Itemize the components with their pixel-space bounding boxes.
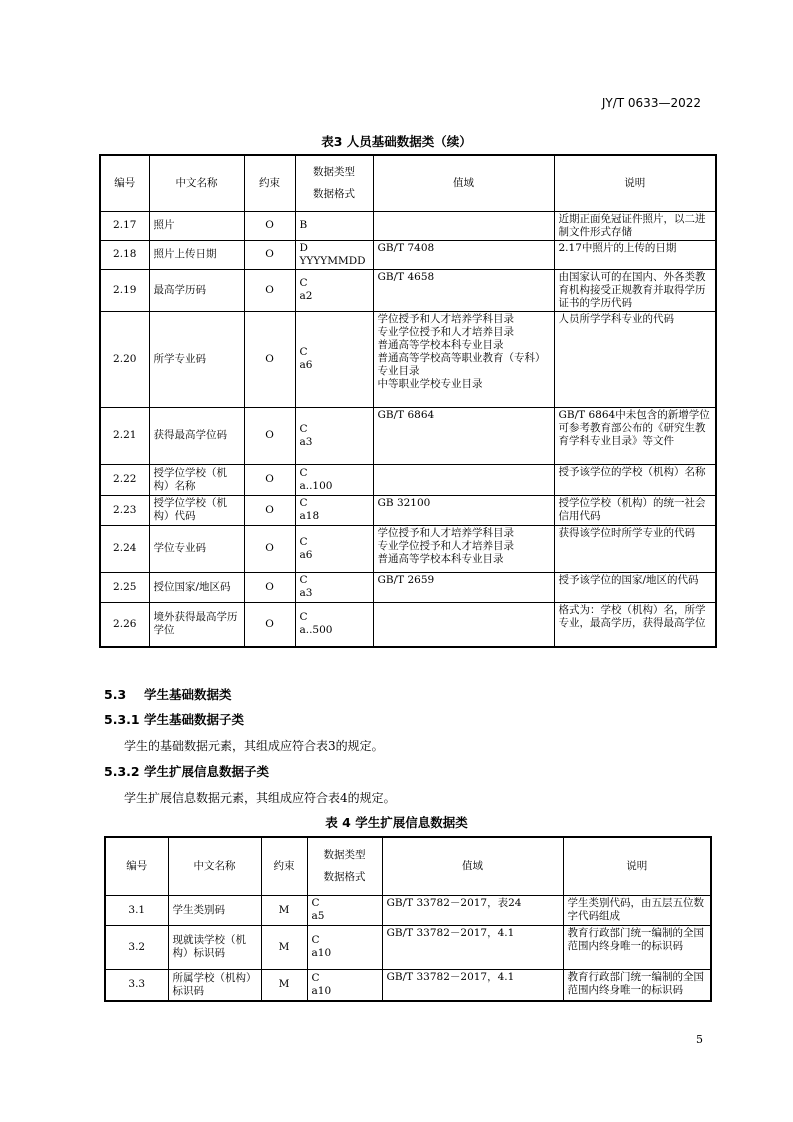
cell-domain [373, 602, 554, 647]
cell-id: 2.19 [100, 269, 149, 311]
cell-domain: 学位授予和人才培养学科目录 专业学位授予和人才培养目录 普通高等学校本科专业目录 普通高等学校高等职业教育（专科）专业目录 中等职业学校专业目录 [373, 311, 554, 407]
cell-name: 授学位学校（机构）名称 [149, 464, 244, 495]
table4-caption: 表 4 学生扩展信息数据类 [325, 815, 468, 830]
table4 [104, 836, 712, 1002]
cell-constraint: O [244, 464, 295, 495]
section-title: 学生基础数据类 [144, 687, 232, 702]
section-5-3-1-paragraph: 学生的基础数据元素，其组成应符合表3的规定。 [124, 739, 384, 753]
cell-name: 所属学校（机构）标识码 [168, 969, 261, 1001]
col-domain-header: 值域 [373, 155, 554, 211]
table-row [105, 969, 711, 1001]
table3 [99, 154, 717, 648]
table-row [100, 495, 716, 525]
cell-constraint: O [244, 240, 295, 269]
section-number: 5.3.2 [104, 764, 140, 779]
section-5-3-heading [104, 685, 232, 703]
table3-header-row [100, 155, 716, 211]
cell-constraint: O [244, 269, 295, 311]
cell-name: 学位专业码 [149, 525, 244, 572]
cell-type: C a6 [295, 525, 373, 572]
cell-constraint: O [244, 311, 295, 407]
cell-domain: GB/T 33782－2017，4.1 [382, 925, 563, 969]
table-row [100, 407, 716, 464]
cell-desc: GB/T 6864中未包含的新增学位可参考教育部公布的《研究生教育学科专业目录》等文件 [554, 407, 716, 464]
section-5-3-1-heading [104, 710, 244, 728]
cell-name: 授位国家/地区码 [149, 572, 244, 602]
cell-id: 2.17 [100, 211, 149, 240]
cell-id: 2.25 [100, 572, 149, 602]
cell-id: 2.26 [100, 602, 149, 647]
cell-name: 境外获得最高学历学位 [149, 602, 244, 647]
table-row [100, 602, 716, 647]
cell-desc: 2.17中照片的上传的日期 [554, 240, 716, 269]
cell-desc: 获得该学位时所学专业的代码 [554, 525, 716, 572]
cell-id: 3.1 [105, 895, 168, 925]
table-row [100, 572, 716, 602]
table3-caption: 表3 人员基础数据类（续） [321, 134, 472, 149]
cell-desc: 由国家认可的在国内、外各类教育机构接受正规教育并取得学历证书的学历代码 [554, 269, 716, 311]
cell-domain: GB/T 33782－2017，表24 [382, 895, 563, 925]
table-row [100, 269, 716, 311]
table-row [105, 895, 711, 925]
cell-name: 学生类别码 [168, 895, 261, 925]
cell-domain: GB 32100 [373, 495, 554, 525]
cell-type: C a..100 [295, 464, 373, 495]
col-name-header: 中文名称 [149, 155, 244, 211]
col-constraint-header: 约束 [261, 837, 307, 895]
cell-type: C a6 [295, 311, 373, 407]
cell-type: C a..500 [295, 602, 373, 647]
table-row [100, 240, 716, 269]
cell-name: 照片 [149, 211, 244, 240]
cell-id: 2.22 [100, 464, 149, 495]
cell-constraint: O [244, 572, 295, 602]
cell-type: D YYYYMMDD [295, 240, 373, 269]
cell-desc: 授学位学校（机构）的统一社会信用代码 [554, 495, 716, 525]
cell-name: 授学位学校（机构）代码 [149, 495, 244, 525]
cell-type: C a18 [295, 495, 373, 525]
cell-id: 2.24 [100, 525, 149, 572]
section-number: 5.3 [104, 687, 127, 702]
cell-name: 照片上传日期 [149, 240, 244, 269]
cell-constraint: O [244, 525, 295, 572]
col-type-header: 数据类型 数据格式 [307, 837, 382, 895]
cell-type: C a5 [307, 895, 382, 925]
cell-type: B [295, 211, 373, 240]
cell-id: 2.21 [100, 407, 149, 464]
cell-constraint: M [261, 925, 307, 969]
col-type-header: 数据类型 数据格式 [295, 155, 373, 211]
cell-constraint: M [261, 895, 307, 925]
col-desc-header: 说明 [554, 155, 716, 211]
cell-desc: 近期正面免冠证件照片，以二进制文件形式存储 [554, 211, 716, 240]
cell-desc: 学生类别代码，由五层五位数字代码组成 [563, 895, 711, 925]
cell-id: 3.3 [105, 969, 168, 1001]
cell-domain [373, 211, 554, 240]
cell-desc: 授予该学位的国家/地区的代码 [554, 572, 716, 602]
cell-domain [373, 464, 554, 495]
cell-id: 2.23 [100, 495, 149, 525]
cell-desc: 教育行政部门统一编制的全国范围内终身唯一的标识码 [563, 925, 711, 969]
cell-id: 3.2 [105, 925, 168, 969]
cell-constraint: O [244, 602, 295, 647]
cell-name: 最高学历码 [149, 269, 244, 311]
cell-domain: GB/T 2659 [373, 572, 554, 602]
cell-name: 现就读学校（机构）标识码 [168, 925, 261, 969]
cell-id: 2.20 [100, 311, 149, 407]
table-row [100, 311, 716, 407]
cell-desc: 教育行政部门统一编制的全国范围内终身唯一的标识码 [563, 969, 711, 1001]
col-id-header: 编号 [100, 155, 149, 211]
cell-constraint: O [244, 495, 295, 525]
cell-type: C a3 [295, 572, 373, 602]
table4-header-row [105, 837, 711, 895]
cell-name: 所学专业码 [149, 311, 244, 407]
cell-type: C a3 [295, 407, 373, 464]
table-row [100, 211, 716, 240]
cell-domain: GB/T 7408 [373, 240, 554, 269]
cell-type: C a10 [307, 925, 382, 969]
standard-code: JY/T 0633—2022 [601, 96, 701, 110]
cell-desc: 人员所学学科专业的代码 [554, 311, 716, 407]
cell-domain: GB/T 4658 [373, 269, 554, 311]
col-id-header: 编号 [105, 837, 168, 895]
cell-domain: 学位授予和人才培养学科目录 专业学位授予和人才培养目录 普通高等学校本科专业目录 [373, 525, 554, 572]
section-5-3-2-paragraph: 学生扩展信息数据元素，其组成应符合表4的规定。 [124, 791, 396, 805]
cell-domain: GB/T 6864 [373, 407, 554, 464]
table-row [105, 925, 711, 969]
cell-constraint: M [261, 969, 307, 1001]
cell-type: C a10 [307, 969, 382, 1001]
section-number: 5.3.1 [104, 712, 140, 727]
cell-id: 2.18 [100, 240, 149, 269]
cell-desc: 授予该学位的学校（机构）名称 [554, 464, 716, 495]
cell-constraint: O [244, 407, 295, 464]
page-number: 5 [696, 1033, 703, 1046]
col-constraint-header: 约束 [244, 155, 295, 211]
col-desc-header: 说明 [563, 837, 711, 895]
col-domain-header: 值域 [382, 837, 563, 895]
cell-type: C a2 [295, 269, 373, 311]
cell-desc: 格式为：学校（机构）名，所学专业，最高学历，获得最高学位 [554, 602, 716, 647]
col-name-header: 中文名称 [168, 837, 261, 895]
section-title: 学生基础数据子类 [144, 712, 245, 727]
section-title: 学生扩展信息数据子类 [144, 764, 270, 779]
table-row [100, 464, 716, 495]
table-row [100, 525, 716, 572]
cell-constraint: O [244, 211, 295, 240]
cell-name: 获得最高学位码 [149, 407, 244, 464]
cell-domain: GB/T 33782－2017，4.1 [382, 969, 563, 1001]
section-5-3-2-heading [104, 762, 269, 780]
